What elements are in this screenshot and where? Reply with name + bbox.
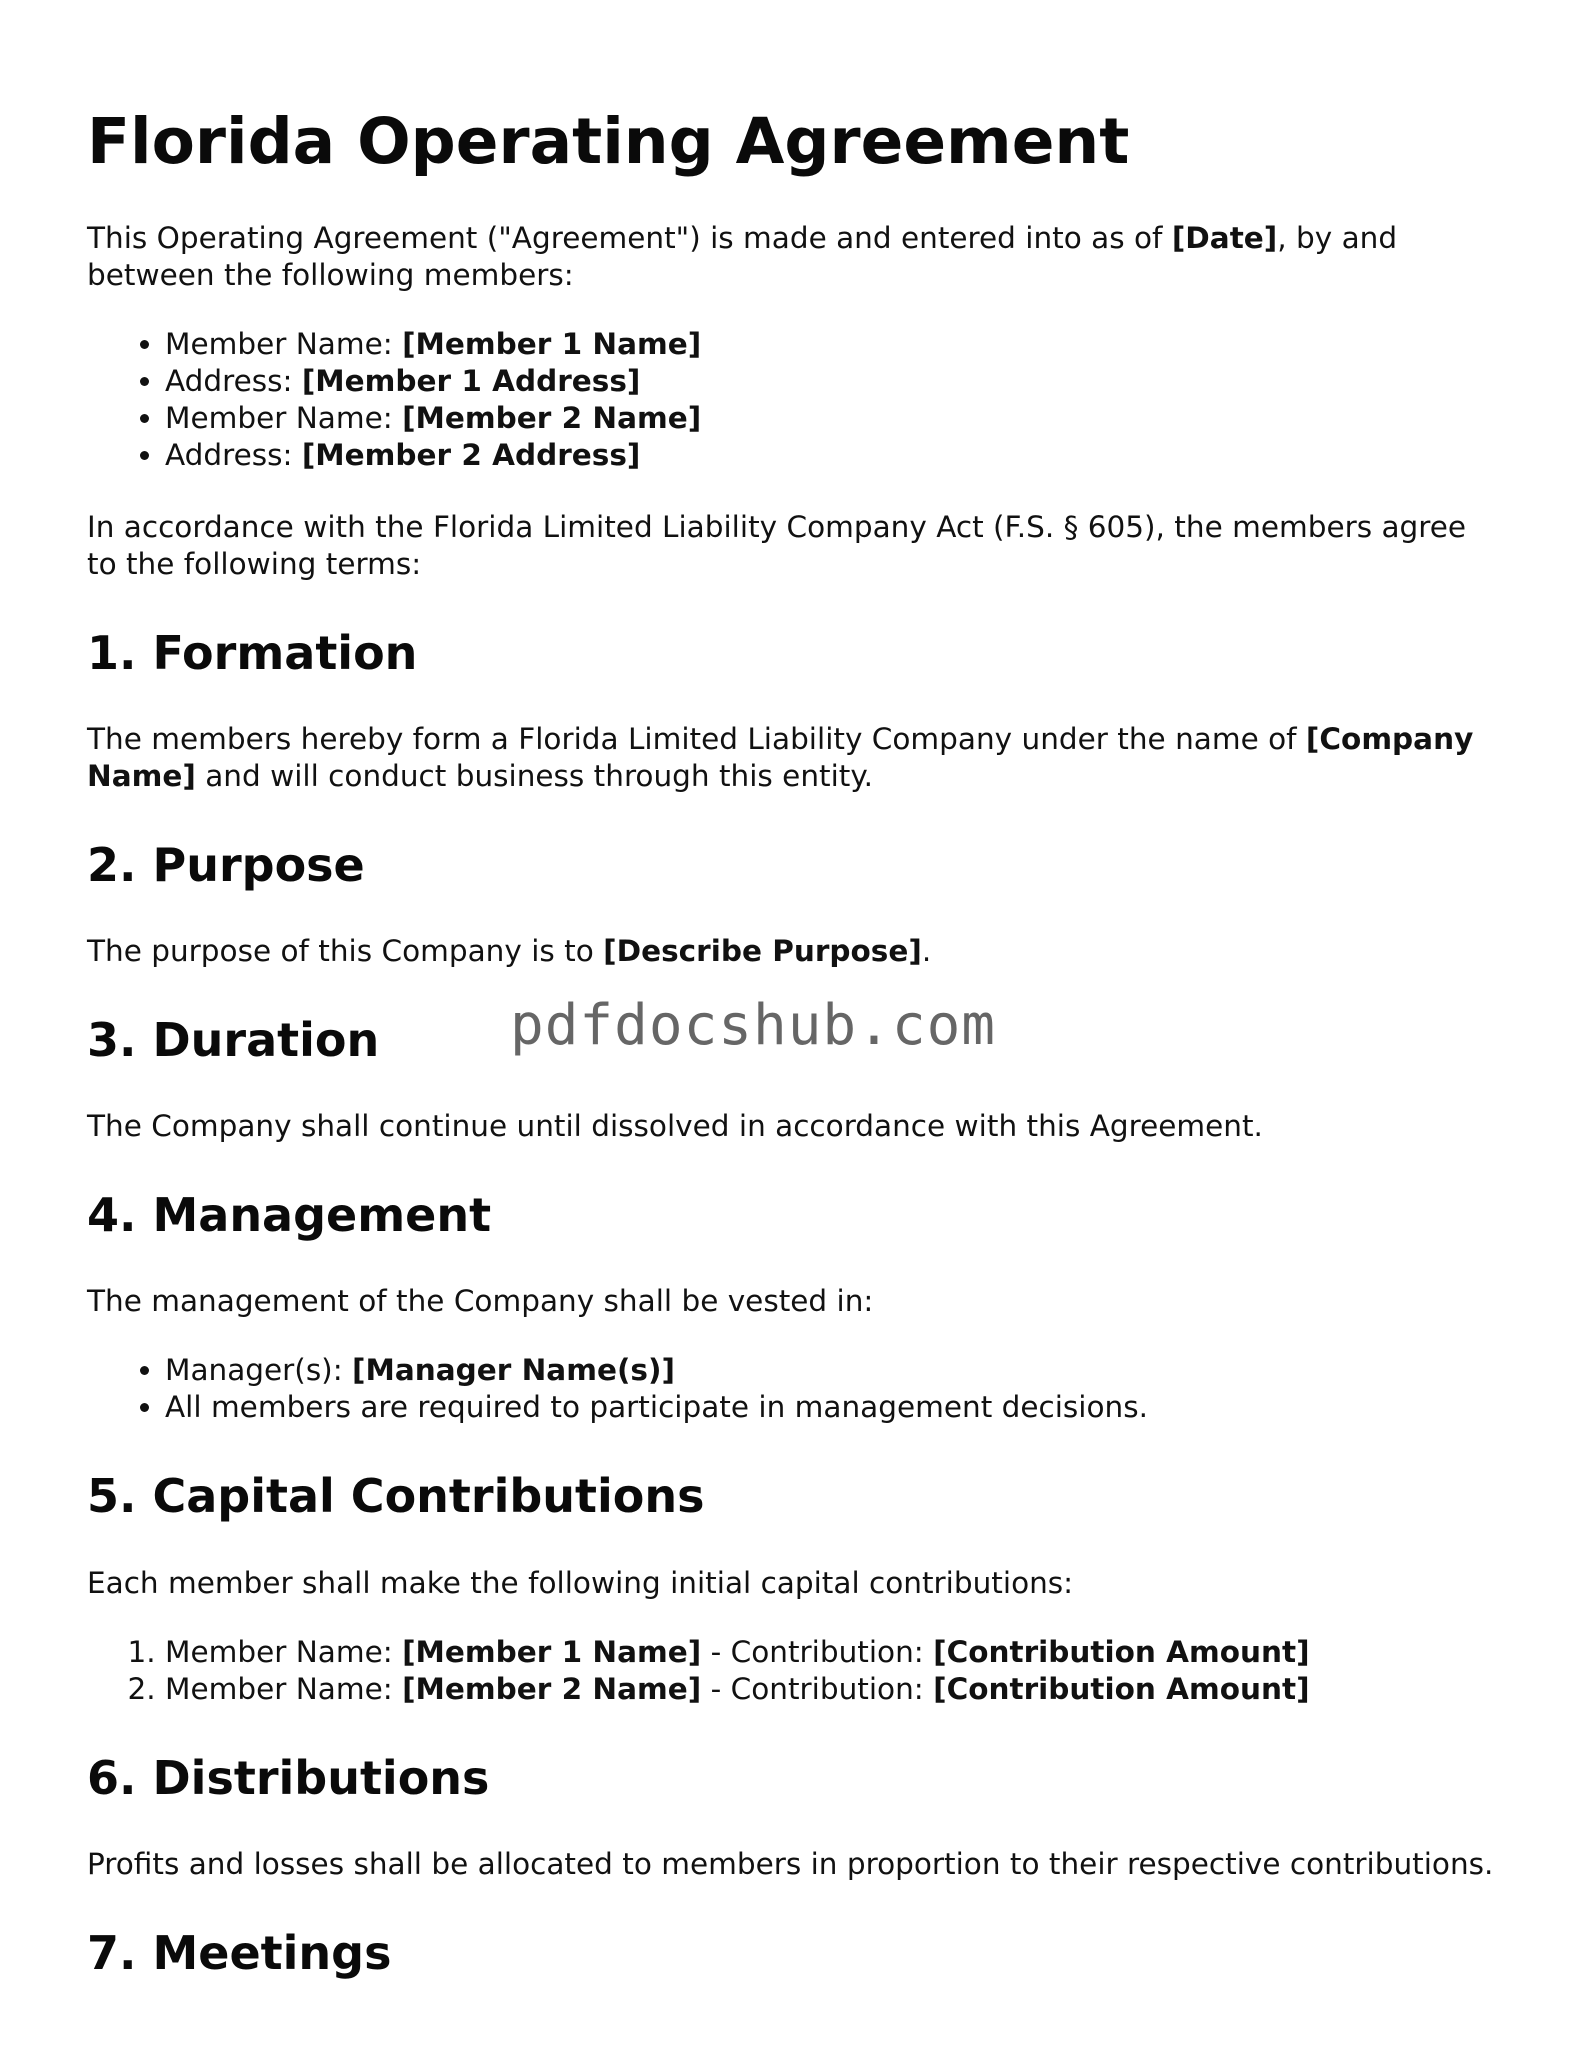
members-list [87,326,1505,474]
section-heading-purpose: 2. Purpose [87,837,365,892]
capital-paragraph: Each member shall make the following initial capital contributions: [87,1565,1074,1600]
capital-list [87,1634,1505,1708]
intro-paragraph [87,220,1505,294]
section-heading-capital: 5. Capital Contributions [87,1469,705,1524]
formation-paragraph: The members hereby form a Florida Limited Liability Company under the name of [Company Name] and will conduct business through this entity. [87,721,1474,793]
section-heading-meetings: 7. Meetings [87,1925,392,1980]
purpose-placeholder: [Describe Purpose] [603,933,922,968]
distributions-paragraph: Profits and losses shall be allocated to members in proportion to their respective contributions. [87,1846,1494,1881]
company-name-placeholder: [Company Name] [87,721,1474,793]
management-paragraph: The management of the Company shall be vested in: [87,1284,874,1319]
watermark: pdfdocshub.com [510,993,997,1058]
purpose-paragraph: The purpose of this Company is to [Describe Purpose]. [87,933,932,968]
section-heading-formation: 1. Formation [87,625,418,680]
document-title: Florida Operating Agreement [87,105,1130,178]
list-item: • Member Name: [Member 2 Name] [165,400,1505,437]
date-placeholder: [Date] [1171,220,1278,255]
list-item: • Address: [Member 1 Address] [165,363,1505,400]
section-heading-duration: 3. Duration [87,1012,380,1067]
intro-text-after: , by and between the following members: [87,220,1398,292]
management-list [87,1352,1505,1426]
list-item: 1. Member Name: [Member 1 Name] - Contribution: [Contribution Amount] [165,1634,1505,1671]
list-item: 2. Member Name: [Member 2 Name] - Contribution: [Contribution Amount] [165,1671,1505,1708]
list-item: • Manager(s): [Manager Name(s)] [165,1352,1505,1389]
section-heading-management: 4. Management [87,1188,492,1243]
list-item: • Address: [Member 2 Address] [165,437,1505,474]
duration-paragraph: The Company shall continue until dissolved in accordance with this Agreement. [87,1109,1263,1144]
accordance-paragraph: In accordance with the Florida Limited Liability Company Act (F.S. § 605), the members agree to the following terms: [87,509,1467,581]
section-heading-distributions: 6. Distributions [87,1750,490,1805]
list-item: • Member Name: [Member 1 Name] [165,326,1505,363]
intro-text-before: This Operating Agreement ("Agreement") is made and entered into as of [87,220,1172,255]
list-item: • All members are required to participate in management decisions. [165,1389,1505,1426]
